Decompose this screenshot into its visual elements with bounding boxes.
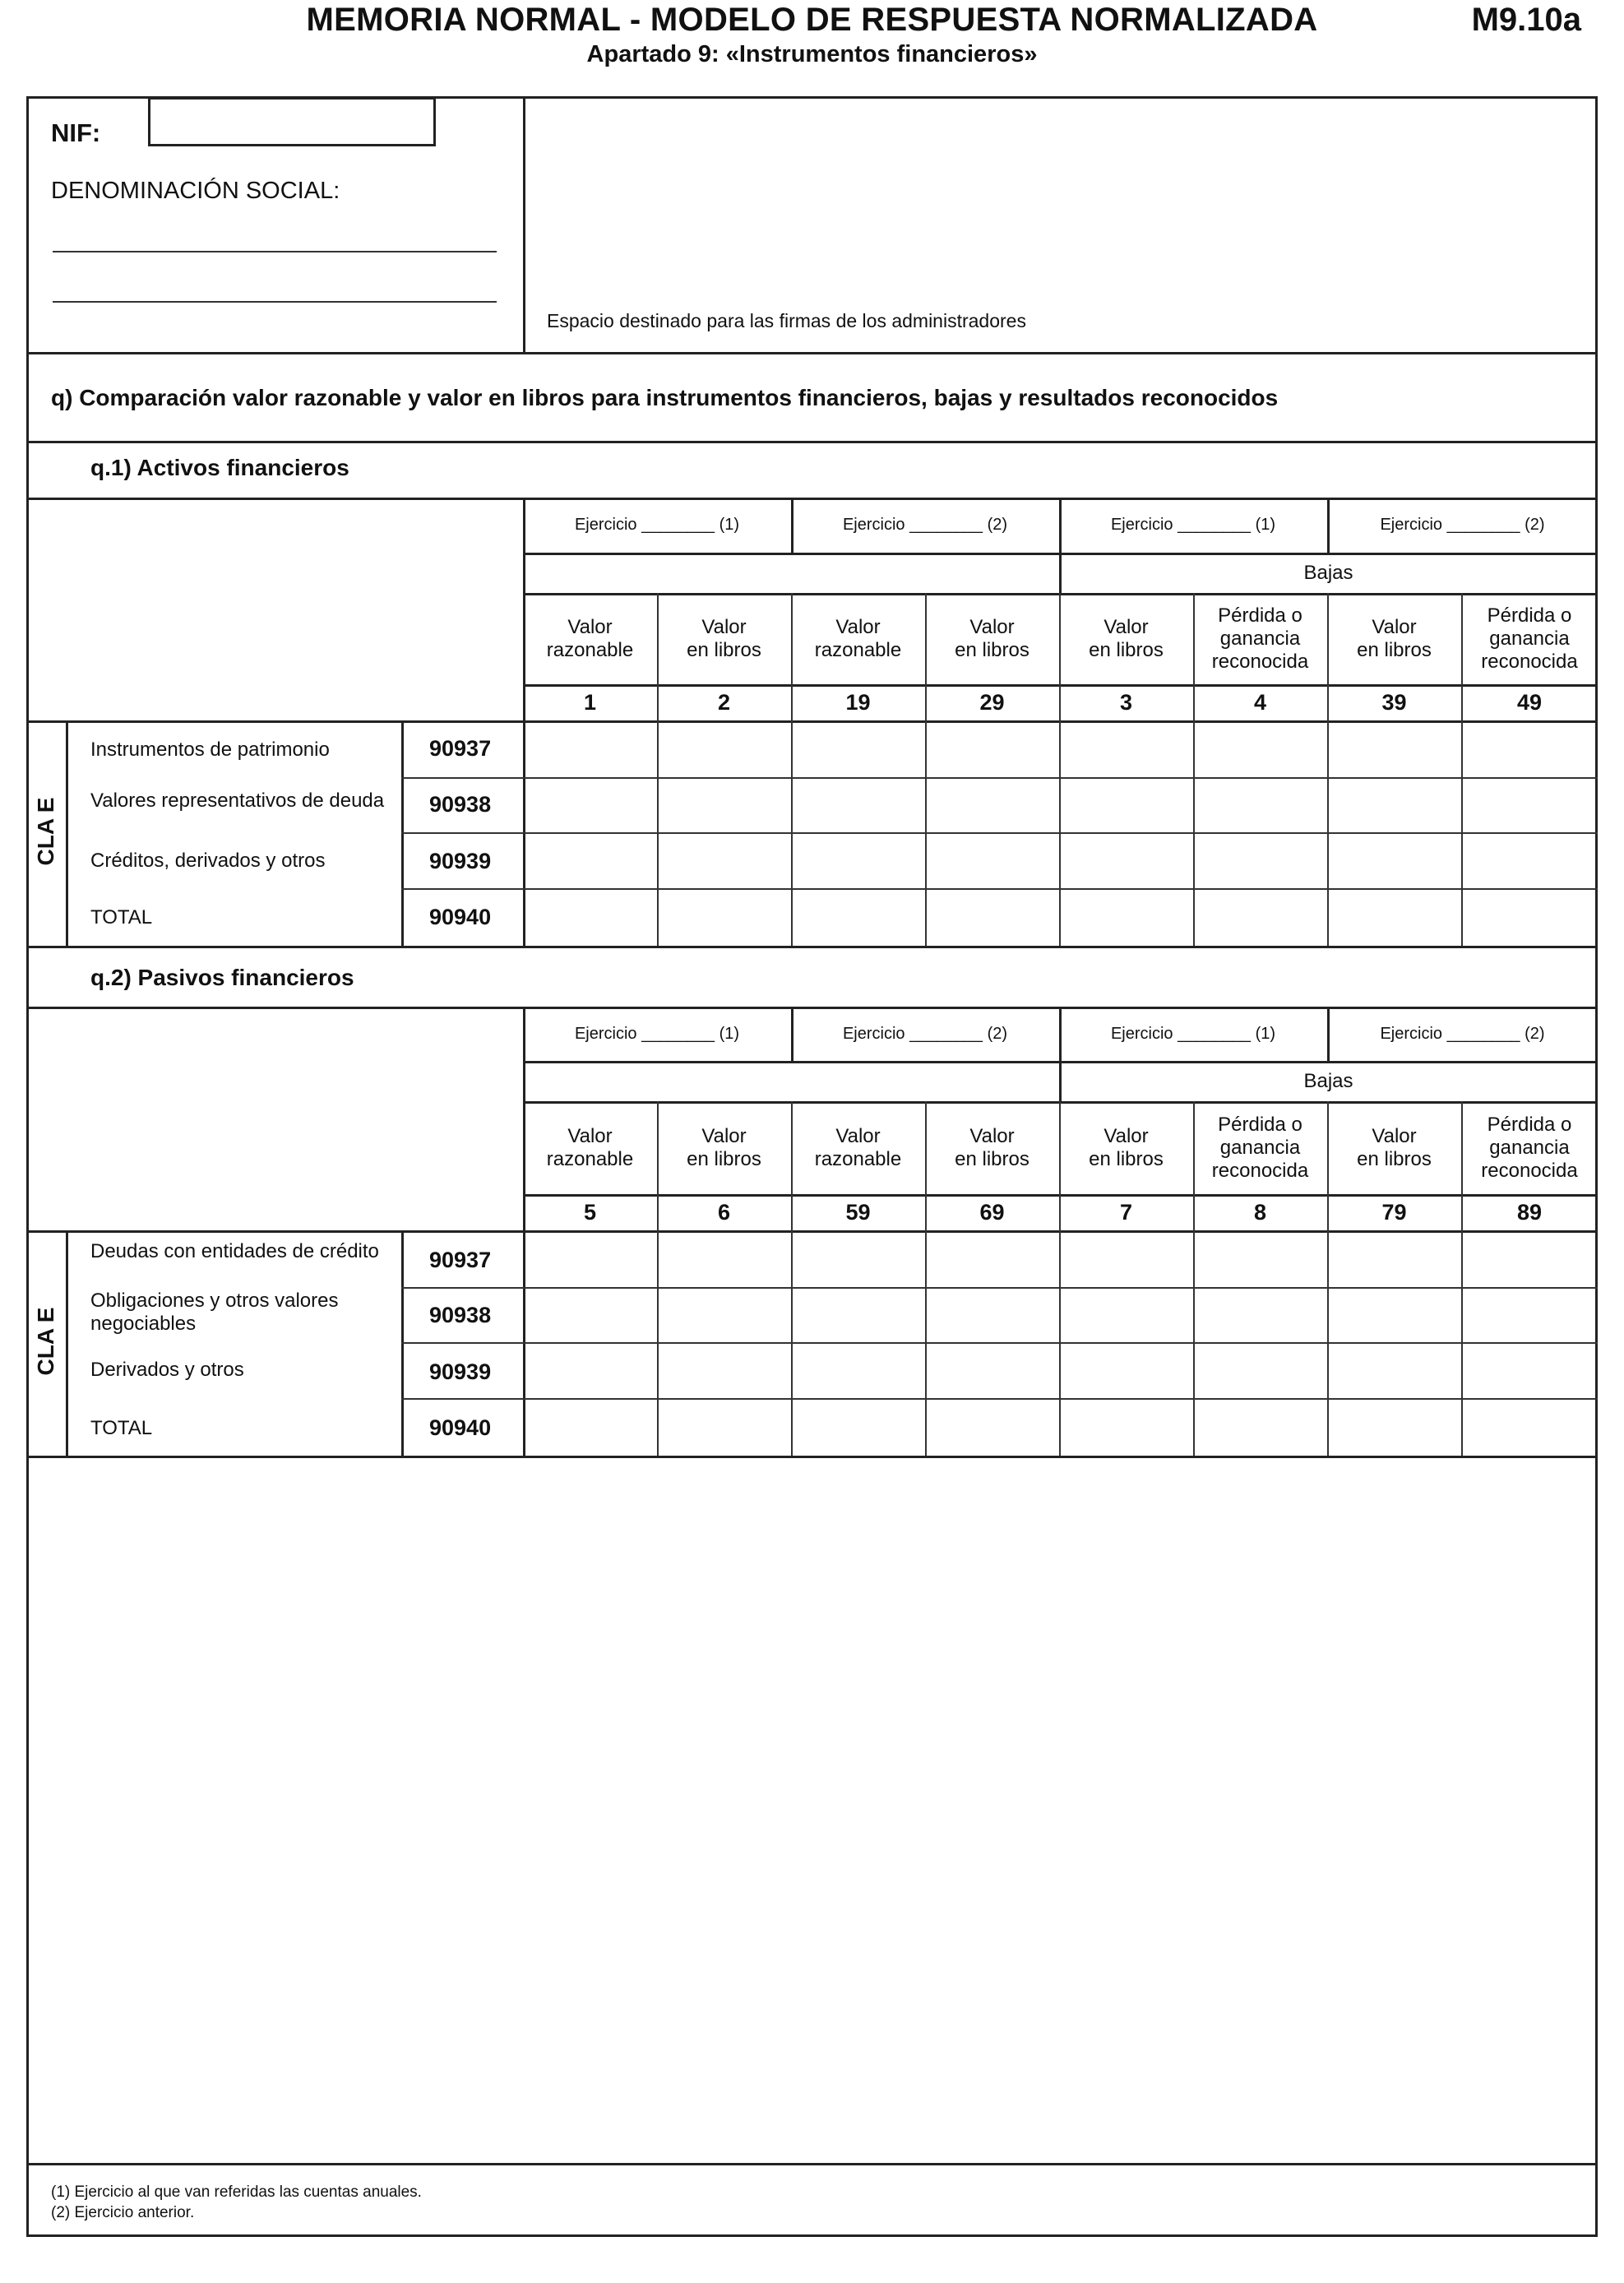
input-cell[interactable] — [1329, 890, 1460, 944]
input-cell[interactable] — [659, 834, 789, 887]
row-code: 90940 — [429, 1415, 492, 1440]
input-cell[interactable] — [793, 890, 923, 944]
input-cell[interactable] — [1329, 1289, 1460, 1341]
input-cell[interactable] — [793, 779, 923, 831]
column-header — [1327, 1101, 1461, 1194]
row-label: TOTAL — [90, 906, 153, 928]
input-cell[interactable] — [1195, 779, 1326, 831]
column-header-line: Valor — [835, 1124, 881, 1147]
column-header-line: Pérdida o — [1218, 1113, 1302, 1136]
column-header-line: en libros — [1357, 638, 1432, 661]
input-cell[interactable] — [525, 1232, 655, 1285]
column-header-line: Valor — [835, 615, 881, 638]
input-cell[interactable] — [1329, 834, 1460, 887]
row-rule — [401, 832, 1598, 834]
side-label: CLA E — [33, 1307, 58, 1376]
input-cell[interactable] — [927, 779, 1057, 831]
column-code: 29 — [979, 689, 1005, 715]
side-label: CLA E — [33, 797, 58, 866]
col-rule — [1059, 498, 1062, 553]
ejercicio-header[interactable]: Ejercicio ________ (1) — [574, 516, 740, 534]
input-cell[interactable] — [659, 722, 789, 776]
column-header-line: Valor — [1103, 1124, 1149, 1147]
column-header-line: Valor — [1103, 615, 1149, 638]
table-rule — [26, 1456, 1598, 1458]
column-code: 49 — [1516, 689, 1543, 715]
table-rule — [26, 946, 1598, 948]
column-header-line: en libros — [1089, 1147, 1164, 1170]
column-header-line: en libros — [1357, 1147, 1432, 1170]
column-header-line: en libros — [687, 638, 761, 661]
input-cell[interactable] — [1463, 1344, 1596, 1396]
input-cell[interactable] — [793, 1289, 923, 1341]
input-cell[interactable] — [1061, 779, 1191, 831]
input-cell[interactable] — [525, 890, 655, 944]
input-cell[interactable] — [1061, 1232, 1191, 1285]
row-label: Valores representativos de deuda — [90, 790, 385, 812]
divider — [26, 352, 1598, 354]
column-header-line: razonable — [814, 638, 902, 661]
column-header — [1193, 593, 1327, 684]
column-header-line: Valor — [567, 615, 613, 638]
input-cell[interactable] — [1463, 890, 1596, 944]
form-code: M9.10a — [1471, 2, 1581, 38]
input-cell[interactable] — [659, 779, 789, 831]
input-cell[interactable] — [1195, 1289, 1326, 1341]
input-cell[interactable] — [525, 1344, 655, 1396]
input-cell[interactable] — [525, 722, 655, 776]
column-header — [791, 1101, 925, 1194]
input-cell[interactable] — [1463, 834, 1596, 887]
column-code: 5 — [583, 1199, 597, 1225]
row-code: 90938 — [429, 792, 492, 817]
column-header — [1327, 593, 1461, 684]
input-cell[interactable] — [927, 722, 1057, 776]
input-cell[interactable] — [1061, 890, 1191, 944]
column-header-line: razonable — [546, 638, 634, 661]
column-header — [657, 1101, 791, 1194]
column-code: 39 — [1381, 689, 1407, 715]
input-cell[interactable] — [1195, 722, 1326, 776]
column-header-line: Valor — [567, 1124, 613, 1147]
input-cell[interactable] — [927, 1232, 1057, 1285]
divider — [26, 441, 1598, 443]
input-cell[interactable] — [927, 1400, 1057, 1454]
col-rule — [1327, 498, 1330, 553]
column-header-line: Valor — [1372, 1124, 1417, 1147]
column-header — [1193, 1101, 1327, 1194]
ejercicio-header[interactable]: Ejercicio ________ (1) — [1110, 516, 1276, 534]
form-subtitle: Apartado 9: «Instrumentos financieros» — [586, 41, 1038, 67]
column-header-line: Pérdida o — [1218, 604, 1302, 627]
column-header — [1461, 1101, 1598, 1194]
row-rule — [401, 1398, 1598, 1400]
input-cell[interactable] — [793, 1344, 923, 1396]
column-header-line: Valor — [701, 615, 747, 638]
column-header — [791, 593, 925, 684]
bajas-header: Bajas — [1303, 561, 1353, 584]
input-cell[interactable] — [1463, 1400, 1596, 1454]
column-header — [523, 593, 657, 684]
section-q-title: q) Comparación valor razonable y valor en libros para instrumentos financieros, bajas y resultados reconocidos — [51, 385, 1279, 410]
input-cell[interactable] — [1463, 779, 1596, 831]
ejercicio-header[interactable]: Ejercicio ________ (2) — [1380, 516, 1545, 534]
input-cell[interactable] — [927, 1289, 1057, 1341]
input-cell[interactable] — [525, 1289, 655, 1341]
input-cell[interactable] — [659, 1232, 789, 1285]
column-code: 59 — [845, 1199, 871, 1225]
input-cell[interactable] — [1463, 1289, 1596, 1341]
row-rule — [401, 1342, 1598, 1344]
column-header-line: Pérdida o — [1487, 604, 1572, 627]
input-cell[interactable] — [659, 1344, 789, 1396]
input-cell[interactable] — [793, 1232, 923, 1285]
row-rule — [401, 777, 1598, 779]
column-code: 1 — [583, 689, 597, 715]
input-cell[interactable] — [927, 1344, 1057, 1396]
row-code: 90940 — [429, 905, 492, 929]
column-header — [1059, 1101, 1193, 1194]
column-header-line: Valor — [969, 1124, 1015, 1147]
input-cell[interactable] — [1061, 722, 1191, 776]
column-header-line: reconocida — [1211, 650, 1309, 673]
row-code: 90938 — [429, 1303, 492, 1327]
column-header-line: en libros — [955, 638, 1029, 661]
input-cell[interactable] — [1329, 722, 1460, 776]
column-header-line: en libros — [1089, 638, 1164, 661]
input-cell[interactable] — [927, 890, 1057, 944]
input-cell[interactable] — [793, 722, 923, 776]
denominacion-line-2[interactable] — [53, 301, 497, 303]
input-cell[interactable] — [1329, 1344, 1460, 1396]
input-cell[interactable] — [1329, 1232, 1460, 1285]
denominacion-label: DENOMINACIÓN SOCIAL: — [51, 178, 340, 204]
row-label: Instrumentos de patrimonio — [90, 739, 330, 761]
input-cell[interactable] — [1195, 1400, 1326, 1454]
column-header-line: ganancia — [1489, 1136, 1570, 1159]
row-label: Créditos, derivados y otros — [90, 850, 326, 872]
column-header-line: ganancia — [1219, 1136, 1301, 1159]
input-cell[interactable] — [1195, 1344, 1326, 1396]
row-rule — [401, 1287, 1598, 1289]
row-code: 90939 — [429, 849, 492, 873]
input-cell[interactable] — [1195, 1232, 1326, 1285]
input-cell[interactable] — [1061, 834, 1191, 887]
ejercicio-header[interactable]: Ejercicio ________ (1) — [1110, 1024, 1276, 1043]
column-code: 89 — [1516, 1199, 1543, 1225]
col-rule — [1327, 1007, 1330, 1061]
footnote-1: (1) Ejercicio al que van referidas las cuentas anuales. — [51, 2183, 422, 2201]
column-header-line: reconocida — [1211, 1159, 1309, 1182]
ejercicio-header[interactable]: Ejercicio ________ (2) — [842, 1024, 1008, 1043]
column-header-line: reconocida — [1481, 1159, 1578, 1182]
side-rule — [66, 720, 68, 946]
input-cell[interactable] — [659, 1289, 789, 1341]
input-cell[interactable] — [1329, 1400, 1460, 1454]
col-rule — [791, 1007, 793, 1061]
column-header-line: Valor — [701, 1124, 747, 1147]
column-header-line: ganancia — [1219, 627, 1301, 650]
input-cell[interactable] — [793, 834, 923, 887]
form-title: MEMORIA NORMAL - MODELO DE RESPUESTA NORMALIZADA — [306, 2, 1318, 38]
column-header — [523, 1101, 657, 1194]
activos-title: q.1) Activos financieros — [90, 455, 349, 480]
col-rule — [1059, 1007, 1062, 1061]
column-code: 79 — [1381, 1199, 1407, 1225]
input-cell[interactable] — [1061, 1289, 1191, 1341]
column-header-line: razonable — [814, 1147, 902, 1170]
row-label: Obligaciones y otros valores negociables — [90, 1290, 339, 1335]
row-label: Deudas con entidades de crédito — [90, 1240, 379, 1262]
column-code: 8 — [1253, 1199, 1267, 1225]
input-cell[interactable] — [659, 1400, 789, 1454]
divider — [26, 2163, 1598, 2165]
row-code: 90939 — [429, 1359, 492, 1384]
input-cell[interactable] — [659, 890, 789, 944]
input-cell[interactable] — [793, 1400, 923, 1454]
column-header — [1461, 593, 1598, 684]
input-cell[interactable] — [1195, 890, 1326, 944]
column-code: 69 — [979, 1199, 1005, 1225]
col-rule — [791, 498, 793, 553]
column-code: 4 — [1253, 689, 1267, 715]
input-cell[interactable] — [1195, 834, 1326, 887]
column-code: 7 — [1119, 1199, 1133, 1225]
column-header-line: Valor — [1372, 615, 1417, 638]
column-code: 2 — [717, 689, 731, 715]
input-cell[interactable] — [525, 779, 655, 831]
column-code: 19 — [845, 689, 871, 715]
column-header-line: ganancia — [1489, 627, 1570, 650]
column-code: 3 — [1119, 689, 1133, 715]
input-cell[interactable] — [1463, 1232, 1596, 1285]
ejercicio-header[interactable]: Ejercicio ________ (2) — [1380, 1024, 1545, 1043]
row-code: 90937 — [429, 1248, 492, 1272]
denominacion-line-1[interactable] — [53, 251, 497, 252]
row-code: 90937 — [429, 736, 492, 761]
column-header-line: en libros — [955, 1147, 1029, 1170]
pasivos-title: q.2) Pasivos financieros — [90, 965, 354, 990]
row-label: Derivados y otros — [90, 1359, 244, 1381]
input-cell[interactable] — [1061, 1400, 1191, 1454]
column-header-line: en libros — [687, 1147, 761, 1170]
column-header-line: razonable — [546, 1147, 634, 1170]
column-header-line: Pérdida o — [1487, 1113, 1572, 1136]
ejercicio-header[interactable]: Ejercicio ________ (1) — [574, 1024, 740, 1043]
column-code: 6 — [717, 1199, 731, 1225]
nif-field[interactable] — [148, 97, 436, 146]
nif-label: NIF: — [51, 118, 101, 147]
signature-area[interactable] — [525, 99, 1595, 354]
side-rule — [66, 1230, 68, 1456]
input-cell[interactable] — [525, 834, 655, 887]
column-header — [657, 593, 791, 684]
column-header — [925, 593, 1059, 684]
footnote-2: (2) Ejercicio anterior. — [51, 2204, 195, 2221]
input-cell[interactable] — [927, 834, 1057, 887]
row-rule — [401, 888, 1598, 890]
bajas-header: Bajas — [1303, 1069, 1353, 1092]
column-header — [925, 1101, 1059, 1194]
ejercicio-header[interactable]: Ejercicio ________ (2) — [842, 516, 1008, 534]
input-cell[interactable] — [1463, 722, 1596, 776]
input-cell[interactable] — [1061, 1344, 1191, 1396]
signature-note: Espacio destinado para las firmas de los administradores — [547, 310, 1026, 331]
column-header-line: reconocida — [1481, 650, 1578, 673]
column-header — [1059, 593, 1193, 684]
input-cell[interactable] — [525, 1400, 655, 1454]
row-label: TOTAL — [90, 1417, 153, 1439]
input-cell[interactable] — [1329, 779, 1460, 831]
column-header-line: Valor — [969, 615, 1015, 638]
